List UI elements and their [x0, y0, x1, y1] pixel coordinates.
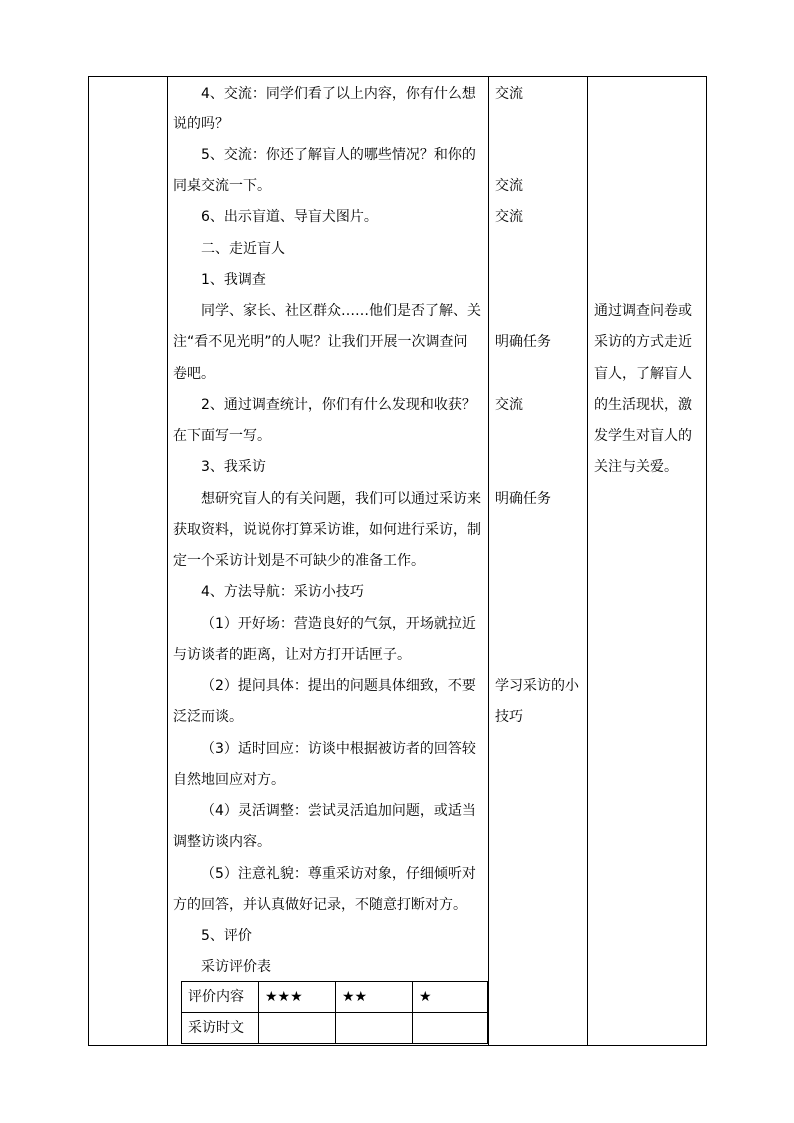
activity-text-line: 学习采访的小	[495, 678, 579, 694]
table-row	[182, 982, 488, 1013]
process-text-line: 说的吗？	[173, 116, 229, 132]
activity-text-line: 技巧	[495, 709, 523, 725]
process-text-line: （4）灵活调整：尝试灵活追加问题，或适当	[201, 803, 476, 819]
activity-text-line: 明确任务	[495, 491, 551, 507]
process-text-line: （2）提问具体：提出的问题具体细致，不要	[201, 678, 476, 694]
table-row	[182, 1013, 488, 1044]
intent-text-line: 通过调查问卷或	[594, 303, 692, 319]
eval-header-three-stars: ★★★	[259, 982, 336, 1013]
intent-text-line: 发学生对盲人的	[594, 428, 692, 444]
process-text-line: 方的回答，并认真做好记录，不随意打断对方。	[173, 897, 467, 913]
eval-header-one-star: ★	[413, 982, 488, 1013]
process-text-line: 泛泛而谈。	[173, 709, 243, 725]
process-text-line: 与访谈者的距离，让对方打开话匣子。	[173, 647, 411, 663]
intent-text-line: 采访的方式走近	[594, 334, 692, 350]
process-text-line: 6、出示盲道、导盲犬图片。	[201, 209, 378, 225]
process-text-line: 想研究盲人的有关问题，我们可以通过采访来	[201, 491, 481, 507]
process-text-line: （5）注意礼貌：尊重采访对象，仔细倾听对	[201, 866, 476, 882]
table-left-border	[88, 76, 89, 1046]
intent-text-line: 关注与关爱。	[594, 459, 678, 475]
process-text-line: 3、我采访	[201, 459, 266, 475]
table-right-border	[706, 76, 707, 1046]
column-divider-1	[167, 76, 168, 1046]
eval-cell	[413, 1013, 488, 1044]
eval-header-two-stars: ★★	[336, 982, 413, 1013]
process-text-line: 在下面写一写。	[173, 428, 271, 444]
process-text-line: 卷吧。	[173, 366, 215, 382]
eval-cell	[259, 1013, 336, 1044]
process-text-line: （1）开好场：营造良好的气氛，开场就拉近	[201, 616, 476, 632]
eval-header-content: 评价内容	[182, 982, 259, 1013]
process-text-line: 采访评价表	[201, 959, 271, 975]
table-bottom-border	[88, 1045, 706, 1046]
process-text-line: 自然地回应对方。	[173, 772, 285, 788]
process-text-line: 注“看不见光明”的人呢？让我们开展一次调查问	[173, 334, 468, 350]
process-text-line: （3）适时回应：访谈中根据被访者的回答较	[201, 741, 476, 757]
eval-cell	[336, 1013, 413, 1044]
activity-text-line: 交流	[495, 397, 523, 413]
intent-text-line: 盲人，了解盲人	[594, 366, 692, 382]
activity-text-line: 交流	[495, 86, 523, 102]
process-text-line: 5、评价	[201, 928, 252, 944]
process-text-line: 4、方法导航：采访小技巧	[201, 584, 364, 600]
process-text-line: 4、交流：同学们看了以上内容，你有什么想	[201, 86, 476, 102]
column-divider-2	[488, 76, 489, 1046]
process-text-line: 定一个采访计划是不可缺少的准备工作。	[173, 553, 425, 569]
process-text-line: 2、通过调查统计，你们有什么发现和收获？	[201, 397, 476, 413]
activity-text-line: 交流	[495, 209, 523, 225]
table-top-border	[88, 76, 706, 77]
process-text-line: 调整访谈内容。	[173, 834, 271, 850]
column-divider-3	[587, 76, 588, 1046]
intent-text-line: 的生活现状，激	[594, 397, 692, 413]
activity-text-line: 明确任务	[495, 334, 551, 350]
process-text-line: 1、我调查	[201, 272, 266, 288]
process-text-line: 5、交流：你还了解盲人的哪些情况？和你的	[201, 147, 476, 163]
process-text-line: 同学、家长、社区群众……他们是否了解、关	[201, 303, 481, 319]
eval-row-label: 采访时文	[182, 1013, 259, 1044]
interview-evaluation-table	[181, 981, 488, 1044]
process-text-line: 二、走近盲人	[201, 241, 285, 257]
process-text-line: 同桌交流一下。	[173, 178, 271, 194]
activity-text-line: 交流	[495, 178, 523, 194]
process-text-line: 获取资料，说说你打算采访谁，如何进行采访，制	[173, 522, 481, 538]
